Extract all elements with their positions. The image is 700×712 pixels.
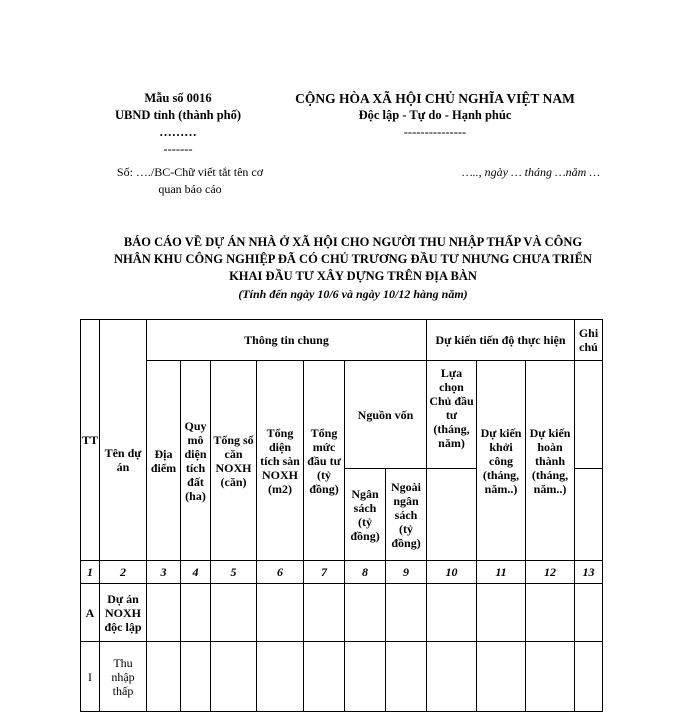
table-row <box>81 642 603 712</box>
column-number: 1 <box>81 561 100 584</box>
agency-name: UBND tỉnh (thành phố) <box>114 108 242 122</box>
country-name: CỘNG HÒA XÃ HỘI CHỦ NGHĨA VIỆT NAM <box>295 91 575 106</box>
column-number-row <box>81 561 603 584</box>
report-title-line: BÁO CÁO VỀ DỰ ÁN NHÀ Ở XÃ HỘI CHO NGƯỜI THU NHẬP THẤP VÀ CÔNG <box>123 235 583 249</box>
report-title-line: KHAI ĐẦU TƯ XÂY DỰNG TRÊN ĐỊA BÀN <box>229 269 477 283</box>
column-number: 6 <box>257 561 304 584</box>
column-number: 3 <box>147 561 181 584</box>
header-schedule: Dự kiến tiến độ thực hiện <box>427 320 575 361</box>
agency-rule: ------- <box>163 142 193 156</box>
column-number: 7 <box>304 561 345 584</box>
form-number: Mẫu số 0016 <box>144 91 212 105</box>
header-total-investment: Tổng mức đầu tư (tỷ đồng) <box>304 361 345 561</box>
national-motto: Độc lập - Tự do - Hạnh phúc <box>358 108 512 122</box>
issuing-agency-block <box>88 90 268 158</box>
column-number: 4 <box>181 561 211 584</box>
header-completion: Dự kiến hoàn thành (tháng, năm..) <box>526 361 575 561</box>
header-total-units: Tổng số căn NOXH (căn) <box>211 361 257 561</box>
header-land-area: Quy mô diện tích đất (ha) <box>181 361 211 561</box>
row-tt: I <box>81 642 100 712</box>
report-subtitle: (Tính đến ngày 10/6 và ngày 10/12 hàng năm) <box>238 287 468 301</box>
header-floor-area: Tổng diện tích sàn NOXH (m2) <box>257 361 304 561</box>
header-state-budget: Ngân sách (tỷ đồng) <box>345 469 386 561</box>
header-investor-selection: Lựa chọn Chủ đầu tư (tháng, năm) <box>427 361 477 469</box>
header-notes-cell <box>575 469 603 561</box>
table-row <box>81 584 603 642</box>
report-title <box>88 234 618 285</box>
header-general-info: Thông tin chung <box>147 320 427 361</box>
report-table <box>80 319 603 712</box>
header-row-1 <box>81 320 603 361</box>
column-number: 12 <box>526 561 575 584</box>
header-capital-source: Nguồn vốn <box>345 361 427 469</box>
header-project-name: Tên dự án <box>100 361 147 561</box>
row-name: Dự án NOXH độc lập <box>100 584 147 642</box>
header-spacer <box>100 320 147 361</box>
header-notes-cell <box>575 361 603 469</box>
document-number-line: quan báo cáo <box>158 182 222 196</box>
column-number: 8 <box>345 561 386 584</box>
header-non-budget: Ngoài ngân sách (tỷ đồng) <box>386 469 427 561</box>
header-start: Dự kiến khởi công (tháng, năm..) <box>477 361 526 561</box>
column-number: 13 <box>575 561 603 584</box>
column-number: 10 <box>427 561 477 584</box>
header-investor-selection-cell <box>427 469 477 561</box>
column-number: 11 <box>477 561 526 584</box>
motto-rule: --------------- <box>403 125 467 139</box>
header-location: Địa điểm <box>147 361 181 561</box>
column-number: 5 <box>211 561 257 584</box>
row-name: Thu nhập thấp <box>100 642 147 712</box>
column-number: 2 <box>100 561 147 584</box>
header-notes: Ghi chú <box>575 320 603 361</box>
report-title-line: NHÂN KHU CÔNG NGHIỆP ĐÃ CÓ CHỦ TRƯƠNG ĐẦU TƯ NHƯNG CHƯA TRIỂN <box>113 252 593 266</box>
place-date: ….., ngày … tháng …năm … <box>461 165 600 179</box>
document-number-line: Số: …./BC-Chữ viết tắt tên cơ <box>116 165 264 179</box>
header-row-2 <box>81 361 603 469</box>
national-header <box>270 90 600 141</box>
header-tt: TT <box>81 320 100 561</box>
row-tt: A <box>81 584 100 642</box>
agency-dots: ……… <box>159 125 197 139</box>
document-number <box>90 164 290 198</box>
column-number: 9 <box>386 561 427 584</box>
